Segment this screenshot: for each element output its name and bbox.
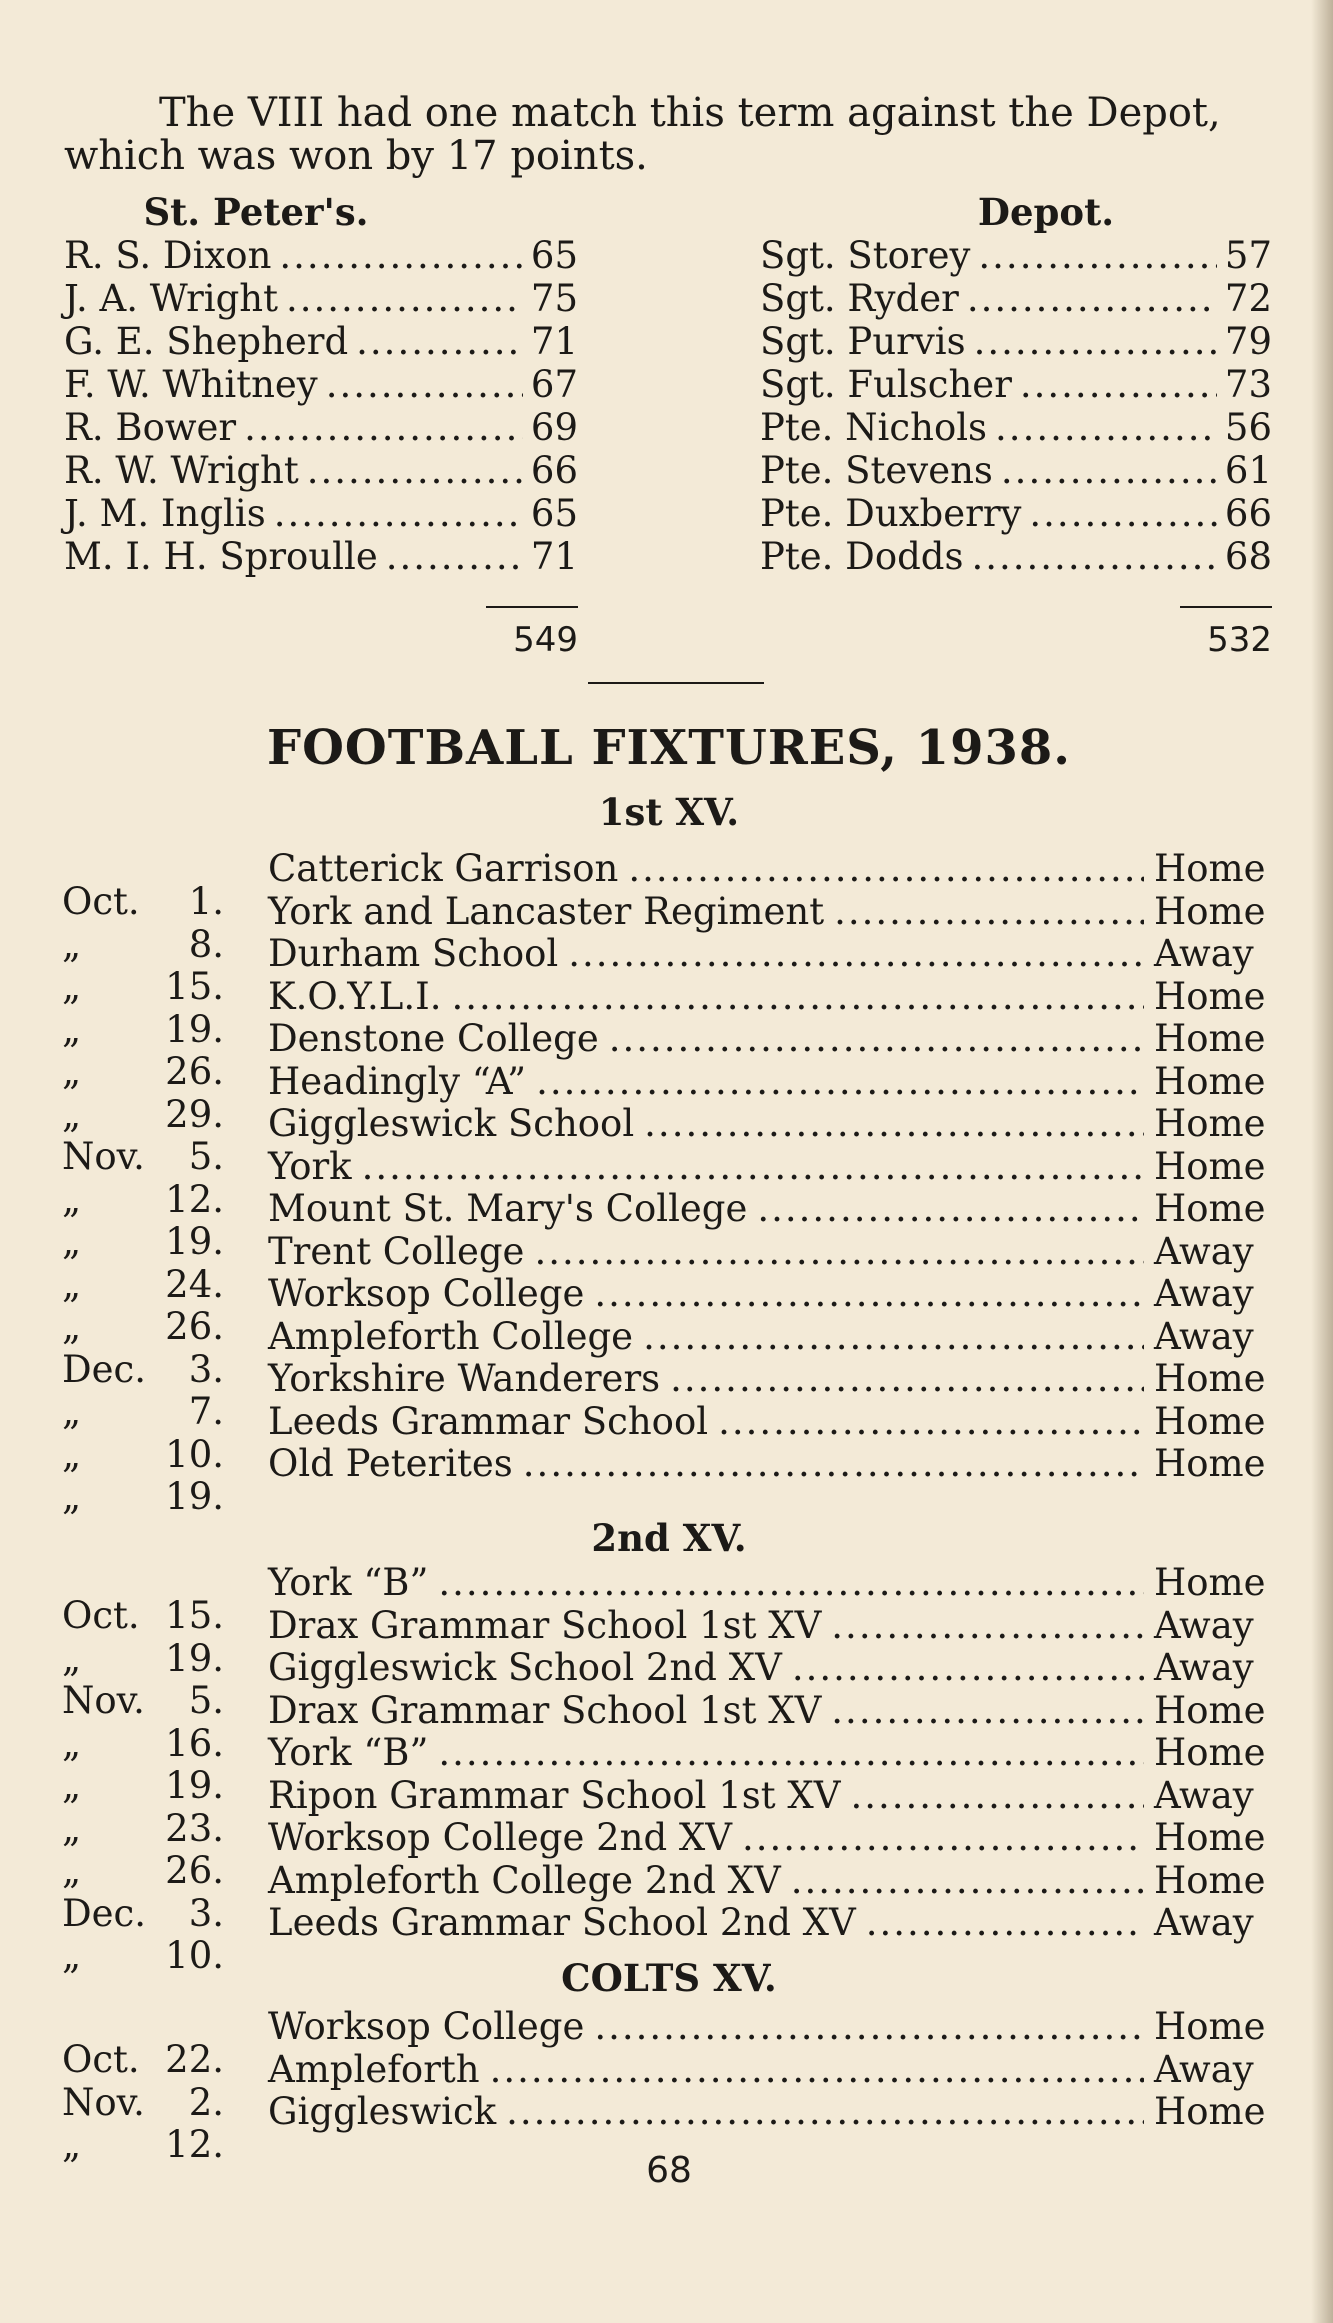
fixture-day: 5.	[188, 1679, 224, 1722]
dot-leader	[279, 234, 523, 277]
depot-scores	[760, 190, 1272, 664]
fixture-opponent: Denstone College	[268, 1017, 599, 1060]
depot-total: 532	[1207, 620, 1272, 660]
shooter-score: 57	[1224, 234, 1272, 277]
fixture-venue: Home	[1154, 889, 1266, 933]
fixture-month: „	[62, 1007, 82, 1051]
second-xv-heading: 2nd XV.	[591, 1516, 747, 1560]
fixture-opponent: York and Lancaster Regiment	[268, 889, 825, 933]
score-row	[64, 535, 578, 578]
fixture-month: „	[62, 1432, 82, 1476]
dot-leader	[362, 1146, 1144, 1189]
shooter-score: 65	[530, 492, 578, 535]
fixture-day: 10.	[165, 1934, 224, 1977]
colts-xv-heading: COLTS XV.	[561, 1956, 777, 2000]
page-number: 68	[646, 2150, 692, 2191]
shooter-score: 66	[530, 449, 578, 492]
score-row	[64, 363, 578, 406]
dot-leader	[609, 1018, 1144, 1061]
fixture-day: 26.	[165, 1849, 224, 1892]
dot-leader	[536, 1061, 1144, 1104]
fixture-month: „	[62, 1390, 82, 1433]
fixture-opponent: K.O.Y.L.I.	[268, 974, 442, 1018]
fixture-month: „	[62, 1220, 82, 1263]
fixture-day: 5.	[188, 1135, 224, 1178]
fixture-venue: Home	[1154, 1688, 1266, 1732]
fixture-day: 19.	[165, 1636, 224, 1680]
fixture-venue: Away	[1154, 1272, 1254, 1315]
fixture-month: Dec.	[62, 1891, 147, 1935]
dot-leader	[568, 933, 1144, 976]
fixture-day: 16.	[165, 1721, 224, 1765]
dot-leader	[670, 1358, 1144, 1401]
fixture-month: „	[62, 1764, 82, 1807]
fixture-opponent: Giggleswick	[268, 2090, 497, 2133]
fixture-day: 7.	[188, 1390, 224, 1433]
fixture-opponent: Worksop College	[268, 2005, 585, 2048]
fixture-opponent: Ampleforth College 2nd XV	[268, 1858, 781, 1902]
fixture-day: 23.	[165, 1806, 224, 1850]
fixture-opponent: Leeds Grammar School	[268, 1399, 709, 1443]
score-row	[760, 535, 1272, 578]
fixture-opponent: Giggleswick School 2nd XV	[268, 1646, 782, 1689]
fixture-day: 19.	[165, 1220, 224, 1263]
fixture-opponent: Old Peterites	[268, 1442, 513, 1485]
intro-paragraph	[64, 92, 1274, 178]
fixture-day: 15.	[165, 965, 224, 1008]
fixture-opponent: Worksop College 2nd XV	[268, 1816, 732, 1859]
fixture-month: Oct.	[62, 2038, 140, 2081]
fixture-month: „	[62, 1262, 82, 1306]
score-row	[760, 449, 1272, 492]
fixture-month: „	[62, 1050, 82, 1093]
fixture-venue: Home	[1154, 847, 1266, 890]
dot-leader	[644, 1103, 1144, 1146]
fixture-venue: Home	[1154, 1187, 1266, 1230]
fixture-day: 29.	[165, 1092, 224, 1136]
colts-xv-fixtures	[62, 2005, 1272, 2166]
dot-leader	[326, 363, 523, 406]
dot-leader	[1029, 492, 1217, 535]
score-row	[760, 234, 1272, 277]
shooter-name: Pte. Dodds	[760, 535, 964, 578]
shooter-score: 67	[530, 363, 578, 406]
dot-leader	[967, 277, 1217, 320]
fixture-month: „	[62, 2123, 82, 2166]
total-rule	[486, 606, 578, 608]
fixture-opponent: Drax Grammar School 1st XV	[268, 1603, 822, 1647]
dot-leader	[792, 1647, 1144, 1690]
shooter-name: M. I. H. Sproulle	[64, 535, 378, 578]
dot-leader	[718, 1401, 1144, 1444]
fixture-venue: Away	[1154, 1901, 1254, 1944]
shooter-name: Sgt. Ryder	[760, 277, 959, 320]
dot-leader	[831, 1690, 1144, 1733]
fixture-row	[62, 2090, 1272, 2166]
dot-leader	[866, 1902, 1144, 1945]
fixture-venue: Away	[1154, 932, 1254, 975]
dot-leader	[286, 277, 523, 320]
first-xv-fixtures	[62, 847, 1272, 1518]
fixture-venue: Home	[1154, 1017, 1266, 1060]
dot-leader	[274, 492, 523, 535]
fixture-venue: Home	[1154, 1357, 1266, 1400]
fixture-month: Oct.	[62, 1594, 140, 1637]
fixture-month: „	[62, 1721, 82, 1765]
fixtures-title: FOOTBALL FIXTURES, 1938.	[267, 720, 1071, 776]
fixture-day: 3.	[188, 1891, 224, 1935]
shooter-name: G. E. Shepherd	[64, 320, 349, 363]
score-row	[64, 492, 578, 535]
fixture-month: Dec.	[62, 1347, 147, 1391]
dot-leader	[978, 234, 1217, 277]
fixture-venue: Home	[1154, 2005, 1266, 2048]
dot-leader	[1020, 363, 1217, 406]
shooter-score: 72	[1224, 277, 1272, 320]
shooter-name: Sgt. Fulscher	[760, 363, 1012, 406]
dot-leader	[438, 1562, 1144, 1605]
dot-leader	[1001, 449, 1217, 492]
fixture-month: „	[62, 922, 82, 966]
shooter-name: Pte. Duxberry	[760, 492, 1022, 535]
fixture-month: „	[62, 1849, 82, 1892]
fixture-opponent: Trent College	[268, 1229, 525, 1273]
fixture-day: 12.	[165, 2123, 224, 2166]
shooter-name: Pte. Stevens	[760, 449, 993, 492]
shooter-score: 73	[1224, 363, 1272, 406]
fixture-month: „	[62, 1636, 82, 1680]
fixture-venue: Home	[1154, 1731, 1266, 1774]
fixture-opponent: Catterick Garrison	[268, 847, 619, 890]
shooter-score: 65	[530, 234, 578, 277]
fixture-day: 24.	[165, 1262, 224, 1306]
score-row	[760, 406, 1272, 449]
score-row	[760, 277, 1272, 320]
fixture-month: „	[62, 1475, 82, 1518]
fixture-opponent: Worksop College	[268, 1272, 585, 1315]
fixture-opponent: Giggleswick School	[268, 1102, 635, 1145]
dot-leader	[995, 406, 1217, 449]
score-row	[64, 449, 578, 492]
fixture-venue: Away	[1154, 2047, 1254, 2091]
fixture-opponent: York	[268, 1144, 352, 1188]
dot-leader	[831, 1605, 1144, 1648]
fixture-day: 26.	[165, 1050, 224, 1093]
shooter-name: Pte. Nichols	[760, 406, 988, 449]
dot-leader	[742, 1817, 1144, 1860]
dot-leader	[643, 1316, 1144, 1359]
fixture-opponent: Ampleforth College	[268, 1314, 634, 1358]
intro-line-2: which was won by 17 points.	[64, 133, 648, 179]
score-row	[64, 277, 578, 320]
section-divider	[588, 682, 764, 684]
dot-leader	[386, 535, 523, 578]
shooter-name: Sgt. Storey	[760, 234, 971, 277]
fixture-month: „	[62, 965, 82, 1008]
fixture-opponent: York “B”	[268, 1731, 429, 1774]
shooter-name: J. A. Wright	[64, 277, 278, 320]
dot-leader	[594, 2006, 1144, 2049]
fixture-opponent: Leeds Grammar School 2nd XV	[268, 1901, 856, 1944]
fixture-opponent: Ripon Grammar School 1st XV	[268, 1773, 841, 1817]
fixture-venue: Home	[1154, 1102, 1266, 1145]
fixture-month: „	[62, 1177, 82, 1221]
fixture-opponent: York “B”	[268, 1561, 429, 1604]
shooter-name: R. S. Dixon	[64, 234, 272, 277]
fixture-month: Nov.	[62, 2080, 145, 2124]
shooter-score: 71	[530, 320, 578, 363]
fixture-row	[62, 1442, 1272, 1518]
fixture-day: 15.	[165, 1594, 224, 1637]
fixture-venue: Home	[1154, 1858, 1266, 1902]
dot-leader	[523, 1443, 1144, 1486]
dot-leader	[974, 320, 1217, 363]
shooter-score: 68	[1224, 535, 1272, 578]
score-row	[64, 406, 578, 449]
fixture-venue: Away	[1154, 1646, 1254, 1689]
score-row	[64, 234, 578, 277]
fixture-month: Oct.	[62, 880, 140, 923]
dot-leader	[307, 449, 523, 492]
dot-leader	[490, 2049, 1144, 2092]
dot-leader	[534, 1231, 1144, 1274]
score-row	[64, 320, 578, 363]
fixture-opponent: Headingly “A”	[268, 1059, 527, 1103]
depot-heading: Depot.	[977, 190, 1115, 234]
shooter-name: F. W. Whitney	[64, 363, 318, 406]
first-xv-heading: 1st XV.	[598, 790, 740, 834]
fixture-day: 10.	[165, 1432, 224, 1476]
fixture-venue: Home	[1154, 1816, 1266, 1859]
dot-leader	[356, 320, 523, 363]
fixture-day: 2.	[188, 2080, 224, 2124]
fixture-month: „	[62, 1806, 82, 1850]
shooter-name: R. Bower	[64, 406, 237, 449]
fixture-day: 19.	[165, 1007, 224, 1051]
fixture-opponent: Durham School	[268, 932, 559, 975]
fixture-day: 22.	[165, 2038, 224, 2081]
fixture-day: 3.	[188, 1347, 224, 1391]
fixture-day: 1.	[188, 880, 224, 923]
fixture-day: 26.	[165, 1305, 224, 1348]
fixture-day: 19.	[165, 1475, 224, 1518]
page-edge-shadow	[1311, 0, 1333, 2323]
fixture-month: „	[62, 1305, 82, 1348]
fixture-month: Nov.	[62, 1135, 145, 1178]
score-row	[760, 320, 1272, 363]
dot-leader	[971, 535, 1216, 578]
dot-leader	[628, 848, 1144, 891]
shooter-score: 71	[530, 535, 578, 578]
st-peters-scores	[64, 190, 578, 664]
dot-leader	[594, 1273, 1144, 1316]
fixture-opponent: Yorkshire Wanderers	[268, 1357, 661, 1400]
shooter-score: 61	[1224, 449, 1272, 492]
dot-leader	[834, 891, 1144, 934]
shooter-score: 79	[1224, 320, 1272, 363]
fixture-opponent: Drax Grammar School 1st XV	[268, 1688, 822, 1732]
fixture-venue: Home	[1154, 1442, 1266, 1485]
fixture-venue: Home	[1154, 974, 1266, 1018]
dot-leader	[851, 1775, 1145, 1818]
shooter-score: 69	[530, 406, 578, 449]
fixture-day: 12.	[165, 1177, 224, 1221]
fixture-venue: Home	[1154, 1144, 1266, 1188]
fixture-venue: Away	[1154, 1229, 1254, 1273]
shooter-name: J. M. Inglis	[64, 492, 266, 535]
fixture-row	[62, 1901, 1272, 1977]
fixture-opponent: Mount St. Mary's College	[268, 1187, 748, 1230]
score-row	[760, 492, 1272, 535]
fixture-venue: Away	[1154, 1314, 1254, 1358]
fixture-day: 19.	[165, 1764, 224, 1807]
fixture-month: „	[62, 1934, 82, 1977]
second-xv-fixtures	[62, 1561, 1272, 1977]
score-row	[760, 363, 1272, 406]
st-peters-heading: St. Peter's.	[143, 190, 369, 234]
total-rule	[1180, 606, 1272, 608]
fixture-venue: Away	[1154, 1603, 1254, 1647]
shooter-score: 66	[1224, 492, 1272, 535]
st-peters-total: 549	[513, 620, 578, 660]
shooter-score: 56	[1224, 406, 1272, 449]
shooter-name: Sgt. Purvis	[760, 320, 966, 363]
shooter-score: 75	[530, 277, 578, 320]
shooter-name: R. W. Wright	[64, 449, 299, 492]
dot-leader	[438, 1732, 1144, 1775]
dot-leader	[451, 976, 1144, 1019]
dot-leader	[791, 1860, 1144, 1903]
fixture-venue: Home	[1154, 1399, 1266, 1443]
fixture-venue: Home	[1154, 1561, 1266, 1604]
dot-leader	[506, 2091, 1144, 2134]
fixture-venue: Home	[1154, 1059, 1266, 1103]
intro-line-1: The VIII had one match this term against the Depot,	[159, 90, 1221, 136]
fixture-month: „	[62, 1092, 82, 1136]
fixture-venue: Away	[1154, 1773, 1254, 1817]
fixture-venue: Home	[1154, 2090, 1266, 2133]
dot-leader	[244, 406, 523, 449]
fixture-day: 8.	[188, 922, 224, 966]
fixture-opponent: Ampleforth	[268, 2047, 480, 2091]
dot-leader	[757, 1188, 1144, 1231]
fixture-month: Nov.	[62, 1679, 145, 1722]
